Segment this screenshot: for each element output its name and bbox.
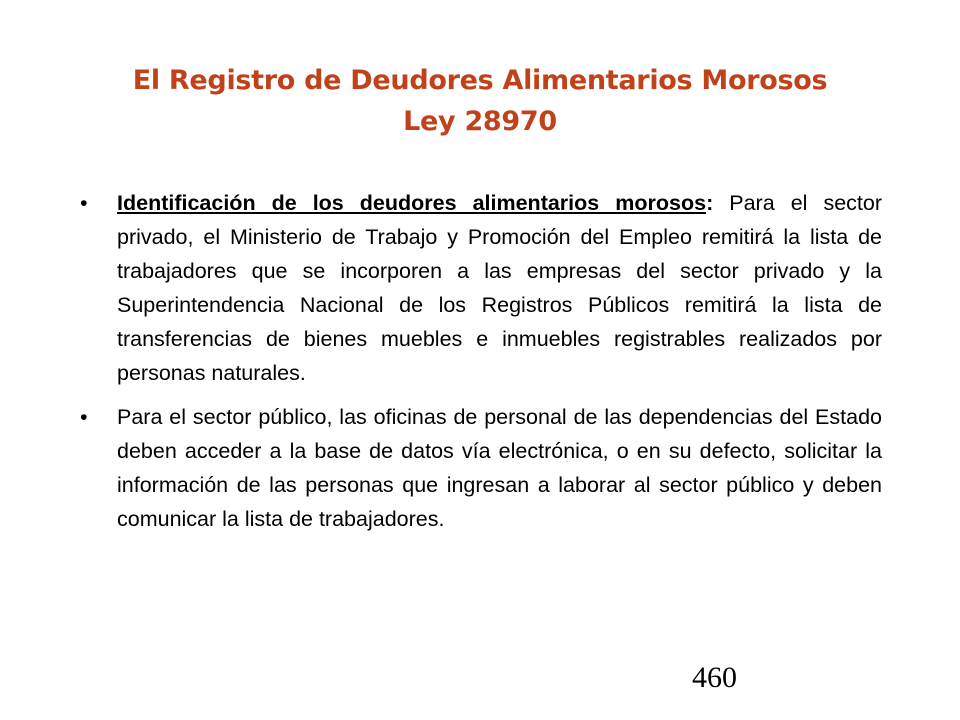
bullet-item-1 [80, 186, 882, 390]
bullet-2-text: Para el sector público, las oficinas de personal de las dependencias del Estado deben acceder a la base de datos vía electrónica, o en su defecto, solicitar la información de las personas que ingresan a laborar al sector público y deben comunicar la lista de trabajadores. [117, 405, 882, 531]
bullet-item-2 [80, 400, 882, 536]
bullet-icon: • [80, 191, 88, 215]
title-line-2: Ley 28970 [403, 106, 557, 137]
slide-title [60, 60, 900, 142]
page-number: 460 [692, 661, 737, 694]
bullet-1-text: Para el sector privado, el Ministerio de Trabajo y Promoción del Empleo remitirá la lista de trabajadores que se incorporen a las empresas del sector privado y la Superintendencia Nacional de los Registros Públicos remitirá la lista de transferencias de bienes muebles e inmuebles registrables realizados por personas naturales. [117, 191, 882, 385]
bullet-1-lead: Identificación de los deudores alimentarios morosos [117, 191, 707, 215]
title-line-1: El Registro de Deudores Alimentarios Morosos [132, 65, 828, 96]
bullet-1-lead-colon: : [706, 191, 714, 215]
bullet-list [80, 186, 882, 546]
bullet-icon: • [80, 405, 88, 429]
